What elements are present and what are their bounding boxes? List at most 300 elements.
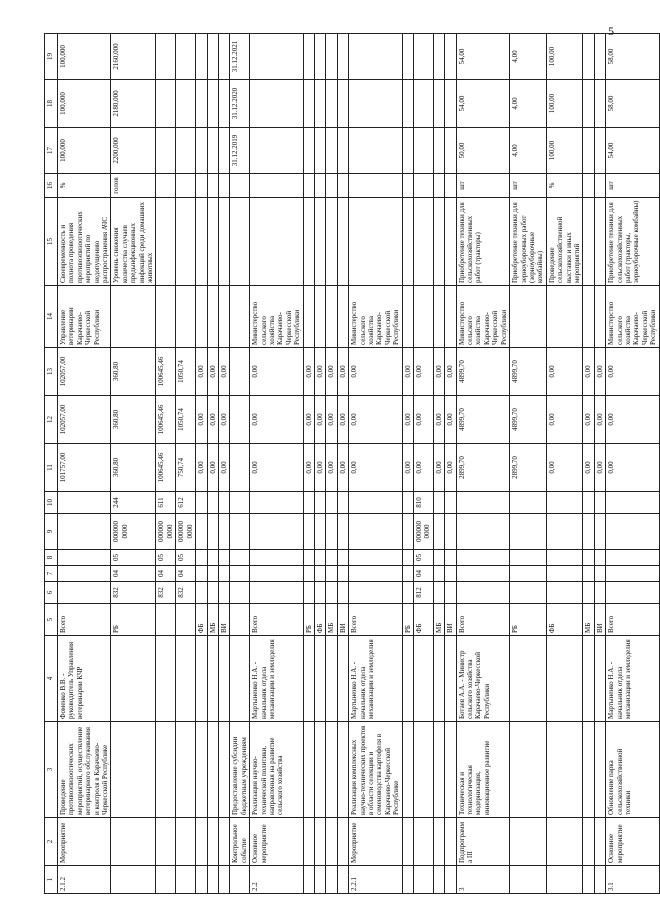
table-cell: 4,00 <box>510 34 547 80</box>
table-cell <box>218 198 229 286</box>
table-cell <box>594 198 605 286</box>
table-cell <box>606 492 659 514</box>
table-cell <box>445 566 456 582</box>
column-number: 5 <box>45 604 58 636</box>
table-cell <box>445 818 456 866</box>
table-cell: ФБ <box>314 604 325 636</box>
table-cell: Мартыненко Н.А. - начальник отдела механизации и земледелия <box>250 636 303 722</box>
table-cell <box>250 198 303 286</box>
column-number: 14 <box>45 286 58 348</box>
table-cell <box>250 566 303 582</box>
table-cell <box>303 514 314 550</box>
table-cell: Предоставление субсидии бюджетным учреждениям <box>230 722 250 818</box>
table-cell <box>230 604 250 636</box>
table-cell: ВИ <box>218 604 229 636</box>
table-cell: МБ <box>583 604 594 636</box>
table-cell <box>303 174 314 198</box>
table-cell <box>218 34 229 80</box>
table-cell <box>583 128 594 174</box>
table-cell <box>349 34 402 80</box>
table-cell <box>349 550 402 566</box>
table-cell <box>58 582 111 604</box>
table-cell: 1050,74 <box>176 396 196 444</box>
table-cell <box>314 286 325 348</box>
table-cell <box>58 550 111 566</box>
table-cell <box>349 566 402 582</box>
table-cell: % <box>546 174 583 198</box>
table-cell <box>433 722 444 818</box>
table-cell <box>337 492 348 514</box>
table-row <box>433 34 444 894</box>
table-cell: 04 <box>414 566 434 582</box>
table-cell <box>583 198 594 286</box>
table-cell <box>230 866 250 894</box>
table-cell: 0,00 <box>303 348 314 396</box>
table-cell <box>337 80 348 128</box>
table-cell <box>349 80 402 128</box>
table-cell: МБ <box>207 604 218 636</box>
table-cell <box>218 492 229 514</box>
table-cell: Всего <box>58 604 111 636</box>
table-cell <box>546 866 583 894</box>
table-cell <box>606 566 659 582</box>
table-cell: 612 <box>176 492 196 514</box>
table-cell <box>303 582 314 604</box>
table-cell: 0,00 <box>314 348 325 396</box>
table-cell <box>456 514 509 550</box>
table-cell <box>196 636 207 722</box>
table-cell <box>111 818 156 866</box>
table-cell: 54,00 <box>456 80 509 128</box>
table-cell <box>445 492 456 514</box>
table-cell <box>337 550 348 566</box>
table-cell: МБ <box>326 604 337 636</box>
table-cell <box>176 80 196 128</box>
table-cell: ФБ <box>196 604 207 636</box>
table-cell: 100645,46 <box>156 348 176 396</box>
table-cell <box>349 128 402 174</box>
table-cell <box>433 550 444 566</box>
table-cell <box>445 174 456 198</box>
table-cell: 0,00 <box>326 348 337 396</box>
table-cell <box>326 866 337 894</box>
table-cell <box>583 80 594 128</box>
table-cell <box>230 348 250 396</box>
table-cell: 2180,000 <box>111 80 156 128</box>
table-cell: 832 <box>176 582 196 604</box>
table-cell <box>606 582 659 604</box>
table-cell <box>218 174 229 198</box>
table-cell <box>196 818 207 866</box>
table-cell <box>196 722 207 818</box>
table-cell <box>176 636 196 722</box>
table-cell <box>230 286 250 348</box>
table-cell <box>111 722 156 818</box>
table-cell <box>176 174 196 198</box>
table-cell: шт <box>510 174 547 198</box>
table-cell <box>594 286 605 348</box>
table-cell <box>230 444 250 492</box>
table-cell <box>326 818 337 866</box>
table-cell <box>207 34 218 80</box>
table-cell <box>337 566 348 582</box>
table-cell: 2.1.2 <box>58 866 111 894</box>
table-cell <box>230 396 250 444</box>
table-cell: 0,00 <box>207 348 218 396</box>
table-cell <box>196 80 207 128</box>
table-cell <box>326 198 337 286</box>
table-cell: 100,000 <box>58 128 111 174</box>
table-cell <box>433 492 444 514</box>
column-number: 10 <box>45 492 58 514</box>
table-cell: 0,00 <box>445 348 456 396</box>
table-cell <box>402 722 413 818</box>
table-cell: Проведение противоэпизоотических мероприятий, осуществление ветеринарного обслуживания и контроля в Карачаево-Черкесской Республике <box>58 722 111 818</box>
table-cell: 54,00 <box>456 34 509 80</box>
table-cell: 100,000 <box>58 34 111 80</box>
table-cell <box>414 818 434 866</box>
table-cell: голов <box>111 174 156 198</box>
table-row <box>510 34 547 894</box>
table-cell: 0,00 <box>207 444 218 492</box>
table-cell <box>337 198 348 286</box>
table-cell: 100,00 <box>546 128 583 174</box>
table-cell: 360,80 <box>111 396 156 444</box>
table-cell: 100,00 <box>546 34 583 80</box>
table-cell: 0,00 <box>337 348 348 396</box>
table-cell: 0,00 <box>606 396 659 444</box>
table-cell <box>456 582 509 604</box>
table-cell <box>456 492 509 514</box>
table-cell <box>314 198 325 286</box>
table-cell: 04 <box>111 566 156 582</box>
table-cell <box>303 818 314 866</box>
table-cell <box>196 514 207 550</box>
table-cell: 100,00 <box>546 80 583 128</box>
table-row <box>218 34 229 894</box>
table-cell <box>207 550 218 566</box>
table-cell <box>230 492 250 514</box>
table-cell: Реализация научно-технической политики, направленная на развитие сельского хозяйства <box>250 722 303 818</box>
table-cell: 2.2.1 <box>349 866 402 894</box>
table-row <box>230 34 250 894</box>
table-cell <box>218 80 229 128</box>
table-cell <box>402 582 413 604</box>
table-cell <box>303 866 314 894</box>
table-cell <box>606 550 659 566</box>
table-cell <box>230 174 250 198</box>
table-cell <box>414 866 434 894</box>
table-cell <box>230 550 250 566</box>
table-cell <box>314 566 325 582</box>
column-number: 8 <box>45 550 58 566</box>
table-cell: 0,00 <box>583 444 594 492</box>
table-cell <box>326 34 337 80</box>
table-cell <box>250 128 303 174</box>
table-cell <box>156 866 176 894</box>
table-cell: РБ <box>510 604 547 636</box>
table-cell <box>218 514 229 550</box>
table-cell <box>402 866 413 894</box>
table-cell <box>337 174 348 198</box>
table-cell: 0,00 <box>250 348 303 396</box>
table-cell <box>594 80 605 128</box>
table-row <box>337 34 348 894</box>
table-cell <box>583 174 594 198</box>
table-cell: 810 <box>414 492 434 514</box>
table-cell: Приобретение техники для зерноуборочных работ (зерноуборочные комбайны) <box>510 198 547 286</box>
table-cell <box>250 174 303 198</box>
table-cell: 05 <box>156 550 176 566</box>
table-cell: Фоменко В.В. - руководитель Управления ветеринарии КЧР <box>58 636 111 722</box>
table-cell <box>156 128 176 174</box>
table-row <box>402 34 413 894</box>
table-cell <box>433 128 444 174</box>
table-cell <box>314 866 325 894</box>
table-cell <box>58 566 111 582</box>
table-cell: 31.12.2021 <box>230 34 250 80</box>
table-cell: 0,00 <box>546 444 583 492</box>
table-cell <box>337 818 348 866</box>
table-cell <box>176 722 196 818</box>
page-number: 5 <box>608 24 614 38</box>
table-row <box>546 34 583 894</box>
table-cell <box>456 566 509 582</box>
table-cell <box>207 818 218 866</box>
table-cell <box>433 80 444 128</box>
column-number: 6 <box>45 582 58 604</box>
table-cell <box>196 550 207 566</box>
table-cell: 832 <box>156 582 176 604</box>
table-cell <box>445 866 456 894</box>
table-cell <box>414 128 434 174</box>
table-cell <box>326 550 337 566</box>
table-cell <box>218 818 229 866</box>
table-cell <box>594 636 605 722</box>
column-number: 7 <box>45 566 58 582</box>
table-cell <box>218 550 229 566</box>
table-cell: 0,00 <box>196 396 207 444</box>
table-cell <box>402 566 413 582</box>
table-cell: 0,00 <box>218 396 229 444</box>
table-cell <box>445 80 456 128</box>
table-cell <box>433 582 444 604</box>
table-row <box>583 34 594 894</box>
table-cell <box>58 514 111 550</box>
table-cell <box>326 566 337 582</box>
table-cell <box>510 566 547 582</box>
table-cell: Всего <box>456 604 509 636</box>
table-cell <box>583 866 594 894</box>
table-row <box>303 34 314 894</box>
table-cell: шт <box>606 174 659 198</box>
table-cell <box>156 286 176 348</box>
table-cell <box>433 34 444 80</box>
table-cell <box>218 582 229 604</box>
table-cell: 0,00 <box>250 396 303 444</box>
table-cell <box>326 80 337 128</box>
table-cell: 31.12.2020 <box>230 80 250 128</box>
table-cell: 05 <box>176 550 196 566</box>
table-cell: Мероприятие <box>349 818 402 866</box>
table-cell <box>196 128 207 174</box>
table-cell <box>196 286 207 348</box>
table-cell <box>207 174 218 198</box>
table-cell <box>326 174 337 198</box>
table-cell <box>594 582 605 604</box>
table-cell: Основное мероприятие <box>606 818 659 866</box>
table-cell <box>250 550 303 566</box>
table-row <box>314 34 325 894</box>
table-row <box>156 34 176 894</box>
table-cell <box>433 514 444 550</box>
table-cell <box>176 128 196 174</box>
table-cell: 58,00 <box>606 34 659 80</box>
table-cell <box>314 492 325 514</box>
table-cell <box>445 128 456 174</box>
table-cell <box>445 722 456 818</box>
table-cell: 0,00 <box>196 444 207 492</box>
table-cell <box>414 174 434 198</box>
table-cell: % <box>58 174 111 198</box>
table-cell: 0,00 <box>594 396 605 444</box>
table-row <box>606 34 659 894</box>
table-cell <box>156 722 176 818</box>
table-cell <box>414 286 434 348</box>
table-cell <box>433 286 444 348</box>
table-cell: 0,00 <box>349 396 402 444</box>
table-cell <box>156 174 176 198</box>
table-cell <box>326 492 337 514</box>
table-cell <box>510 818 547 866</box>
table-row <box>349 34 402 894</box>
table-cell <box>303 80 314 128</box>
table-cell <box>546 492 583 514</box>
table-cell: 832 <box>111 582 156 604</box>
table-cell <box>337 582 348 604</box>
table-cell <box>196 582 207 604</box>
table-cell <box>594 866 605 894</box>
table-cell <box>402 286 413 348</box>
table-cell: 0,00 <box>314 444 325 492</box>
table-cell <box>445 286 456 348</box>
table-cell <box>546 582 583 604</box>
table-cell: 0,00 <box>433 396 444 444</box>
table-cell: 0,00 <box>303 444 314 492</box>
table-cell: Мартыненко Н.А. - начальник отдела механизации и земледелия <box>349 636 402 722</box>
table-cell <box>314 514 325 550</box>
table-cell: 0,00 <box>606 348 659 396</box>
table-cell <box>337 34 348 80</box>
table-cell: 58,00 <box>606 80 659 128</box>
table-cell <box>583 550 594 566</box>
table-cell <box>594 550 605 566</box>
table-cell: 05 <box>414 550 434 566</box>
table-cell <box>303 550 314 566</box>
table-cell <box>594 818 605 866</box>
table-cell <box>303 198 314 286</box>
table-cell <box>230 514 250 550</box>
table-cell: 04 <box>176 566 196 582</box>
table-cell <box>337 722 348 818</box>
table-cell: 0,00 <box>414 348 434 396</box>
table-cell <box>303 34 314 80</box>
table-cell <box>349 514 402 550</box>
table-cell: 0,00 <box>196 348 207 396</box>
table-cell <box>594 722 605 818</box>
table-cell <box>510 582 547 604</box>
table-row <box>414 34 434 894</box>
table-cell <box>230 582 250 604</box>
table-cell <box>230 566 250 582</box>
table-cell: 0,00 <box>314 396 325 444</box>
table-cell <box>207 286 218 348</box>
table-cell <box>594 34 605 80</box>
table-cell <box>207 566 218 582</box>
table-cell: Приобретение техники для сельскохозяйственных работ (тракторы) <box>456 198 509 286</box>
table-row <box>456 34 509 894</box>
table-cell: Уровень снижения количества случаев предынфекционных инфекций среди домашних животных <box>111 198 156 286</box>
table-cell <box>207 866 218 894</box>
table-cell <box>207 582 218 604</box>
table-cell <box>402 550 413 566</box>
table-cell: 0,00 <box>303 396 314 444</box>
table-cell <box>207 80 218 128</box>
table-cell: Приобретение техники для сельскохозяйственных работ (тракторы, зерноуборочные комбайны) <box>606 198 659 286</box>
table-cell: Реализация комплексных научно-технических проектов в области селекции и семеноводства картофеля в Карачаево-Черкесской Республике <box>349 722 402 818</box>
table-cell <box>402 198 413 286</box>
table-cell <box>594 492 605 514</box>
table-cell <box>156 80 176 128</box>
table-cell: 04 <box>156 566 176 582</box>
table-cell: Контрольное событие <box>230 818 250 866</box>
table-cell: Основное мероприятие <box>250 818 303 866</box>
table-cell: ВИ <box>337 604 348 636</box>
column-number: 16 <box>45 174 58 198</box>
table-cell: МБ <box>433 604 444 636</box>
table-cell: ФБ <box>414 604 434 636</box>
table-cell: 100645,46 <box>156 396 176 444</box>
table-cell: 0,00 <box>433 444 444 492</box>
table-cell <box>583 34 594 80</box>
table-cell: 100645,46 <box>156 444 176 492</box>
table-cell <box>314 636 325 722</box>
table-cell: 4899,70 <box>456 396 509 444</box>
table-cell: 0,00 <box>337 396 348 444</box>
table-cell <box>156 198 176 286</box>
table-cell: 611 <box>156 492 176 514</box>
column-number: 19 <box>45 34 58 80</box>
table-cell: РБ <box>303 604 314 636</box>
table-cell: 0,00 <box>414 396 434 444</box>
table-cell <box>583 582 594 604</box>
table-cell: 0,00 <box>349 444 402 492</box>
table-cell <box>546 818 583 866</box>
table-cell: Проведение сельскохозяйственной выставки и иных мероприятий <box>546 198 583 286</box>
table-cell: 0,00 <box>414 444 434 492</box>
table-cell <box>176 818 196 866</box>
table-cell: 3.1 <box>606 866 659 894</box>
table-cell: Управление ветеринарии Карачаево-Черкесской Республики <box>58 286 111 348</box>
table-cell: 50,00 <box>456 128 509 174</box>
table-cell: 0,00 <box>218 444 229 492</box>
table-cell <box>510 492 547 514</box>
table-cell: 3 <box>456 866 509 894</box>
table-cell <box>402 514 413 550</box>
table-cell: ВИ <box>594 604 605 636</box>
table-cell: 812 <box>414 582 434 604</box>
table-cell: Министерство сельского хозяйства Карачаево-Черкесской Республики <box>456 286 509 348</box>
